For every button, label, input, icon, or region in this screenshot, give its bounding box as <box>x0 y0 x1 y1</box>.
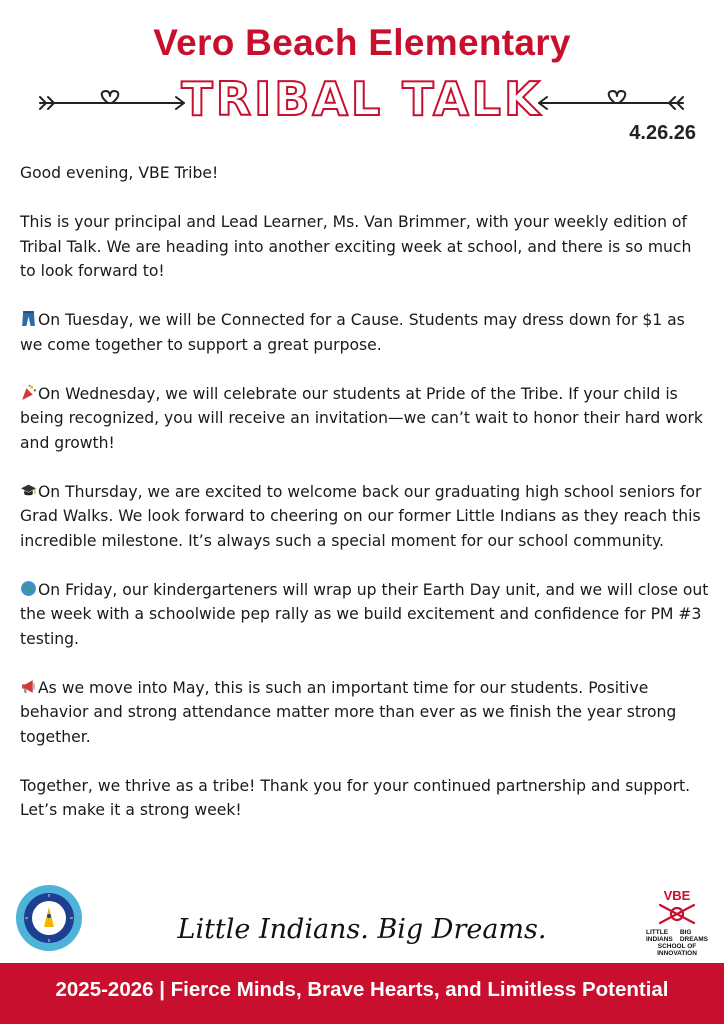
newsletter-title: TRIBAL TALK <box>181 72 543 126</box>
may-paragraph <box>20 676 710 750</box>
globe-icon <box>20 580 37 597</box>
thursday-text: On Thursday, we are excited to welcome back our graduating high school seniors for Grad Walks. We look forward to cheering on our former Little Indians as they reach this incredible milestone. It’s always such a special moment for our school community. <box>20 482 702 550</box>
intro-paragraph: This is your principal and Lead Learner, Ms. Van Brimmer, with your weekly edition of Tribal Talk. We are heading into another exciting week at school, and there is so much to look forward to! <box>20 213 692 280</box>
logo-acronym: VBE <box>663 888 691 903</box>
vbe-logo <box>646 888 708 957</box>
friday-text: On Friday, our kindergarteners will wrap up their Earth Day unit, and we will close out the week with a schoolwide pep rally as we build excitement and confidence for PM #3 testing. <box>20 580 709 648</box>
logo-dreams: DREAMS <box>679 936 708 943</box>
footer-tagline: 2025-2026 | Fierce Minds, Brave Hearts, and Limitless Potential <box>55 978 669 1001</box>
letter-body <box>20 161 710 847</box>
closing-paragraph: Together, we thrive as a tribe! Thank you for your continued partnership and support. Let’s make it a strong week! <box>20 776 691 819</box>
thursday-paragraph <box>20 480 710 554</box>
wednesday-text: On Wednesday, we will celebrate our students at Pride of the Tribe. If your child is being recognized, you will receive an invitation—we can’t wait to honor their hard work and growth! <box>20 384 703 452</box>
jeans-icon <box>20 310 37 327</box>
arrow-heart-right-icon <box>535 88 687 118</box>
issue-date: 4.26.26 <box>629 122 696 144</box>
wednesday-paragraph <box>20 382 710 456</box>
tuesday-paragraph <box>20 308 710 357</box>
tuesday-text: On Tuesday, we will be Connected for a Cause. Students may dress down for $1 as we come together to support a great purpose. <box>20 311 685 354</box>
friday-paragraph <box>20 578 710 652</box>
logo-school-of-innovation: SCHOOL OF INNOVATION <box>657 943 697 957</box>
logo-big: BIG <box>679 929 692 936</box>
school-slogan: Little Indians. Big Dreams. <box>177 914 547 945</box>
graduation-cap-icon <box>20 482 37 499</box>
greeting: Good evening, VBE Tribe! <box>20 164 219 182</box>
logo-little: LITTLE <box>646 929 669 936</box>
party-popper-icon <box>20 384 37 401</box>
may-text: As we move into May, this is such an important time for our students. Positive behavior and strong attendance matter more than ever as we finish the year strong together. <box>20 678 677 746</box>
logo-indians: INDIANS <box>646 936 673 943</box>
megaphone-icon <box>20 678 37 695</box>
arrows-emblem-icon <box>646 903 708 925</box>
school-name: Vero Beach Elementary <box>153 22 571 63</box>
